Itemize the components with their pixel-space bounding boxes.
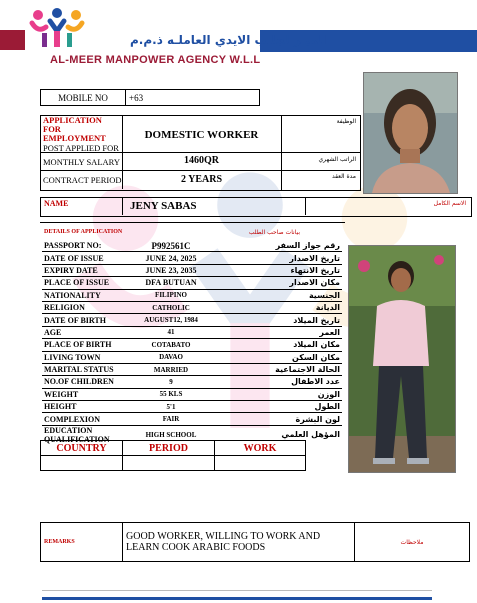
mobile-value: +63	[126, 90, 260, 106]
period-header: PERIOD	[123, 441, 215, 456]
detail-row: EXPIRY DATE JUNE 23, 2035 تاريخ الانتهاء	[44, 265, 340, 275]
agency-name-arabic: الميـر لجلـب الايدي العاملـه ذ.م.م	[130, 33, 327, 47]
post-arabic-label: الوظيفة	[336, 118, 356, 125]
agency-logo-icon	[28, 7, 86, 51]
header-accent-bar-left	[0, 30, 25, 50]
remarks-label: REMARKS	[41, 523, 123, 562]
experience-cell	[215, 456, 306, 471]
detail-row: LIVING TOWN DAVAO مكان السكن	[44, 352, 340, 362]
name-value: JENY SABAS	[130, 200, 197, 212]
detail-row: NO.OF CHILDREN 9 عدد الاطفال	[44, 377, 340, 387]
detail-row: DATE OF BIRTH AUGUST12, 1984 تاريخ الميلاد	[44, 315, 340, 325]
detail-row: RELIGION CATHOLIC الديانة	[44, 303, 340, 313]
detail-row: HEIGHT 5'1 الطول	[44, 402, 340, 412]
name-arabic-label: الاسم الكامل	[433, 200, 466, 207]
work-header: WORK	[215, 441, 306, 456]
footer-divider-thin	[42, 590, 432, 591]
salary-arabic-label: الراتب الشهري	[318, 156, 356, 163]
experience-table	[40, 440, 306, 471]
contract-arabic-label: مدة العقد	[332, 173, 356, 180]
remarks-arabic-label: ملاحظات	[355, 523, 470, 562]
details-of-application-label: DETAILS OF APPLICATION	[44, 229, 123, 235]
monthly-salary-value: 1460QR	[184, 155, 219, 166]
applicant-portrait-photo	[363, 72, 458, 194]
detail-row: MARITAL STATUS MARRIED الحالة الاجتماعية	[44, 365, 340, 375]
footer-divider	[42, 597, 432, 600]
contract-period-value: 2 YEARS	[180, 174, 223, 185]
details-table	[42, 240, 342, 444]
details-arabic-label: بيانات صاحب الطلب	[248, 229, 300, 236]
name-label: NAME	[44, 199, 69, 208]
monthly-salary-label: MONTHLY SALARY	[43, 157, 120, 167]
detail-row: DATE OF ISSUE JUNE 24, 2025 تاريخ الاصدار	[44, 253, 340, 263]
mobile-table	[40, 89, 260, 106]
detail-row: PLACE OF ISSUE DFA BUTUAN مكان الاصدار	[44, 278, 340, 288]
remarks-table	[40, 522, 470, 562]
applicant-full-body-photo	[348, 245, 456, 473]
detail-row: PASSPORT NO: P992561C رقم جواز السفر	[44, 240, 340, 251]
post-applied-value: DOMESTIC WORKER	[144, 129, 259, 141]
experience-cell	[123, 456, 215, 471]
experience-cell	[41, 456, 123, 471]
remarks-value: GOOD WORKER, WILLING TO WORK AND LEARN COOK ARABIC FOODS	[123, 523, 355, 562]
detail-row: PLACE OF BIRTH COTABATO مكان الميلاد	[44, 340, 340, 350]
application-for-employment-label: APPLICATION FOR EMPLOYMENT	[43, 115, 106, 143]
detail-row: WEIGHT 55 KLS الوزن	[44, 389, 340, 399]
detail-row: AGE 41 العمر	[44, 327, 340, 337]
post-applied-label: POST APPLIED FOR	[43, 143, 119, 153]
detail-row: EDUCATION QUALIFICATION HIGH SCHOOL المؤهل العلمي	[44, 425, 340, 444]
country-header: COUNTRY	[41, 441, 123, 456]
agency-name-english: AL-MEER MANPOWER AGENCY W.L.L	[50, 54, 261, 66]
detail-row: NATIONALITY FILIPINO الجنسية	[44, 290, 340, 300]
contract-period-label: CONTRACT PERIOD	[43, 175, 122, 185]
detail-row: COMPLEXION FAIR لون البشرة	[44, 414, 340, 424]
mobile-label: MOBILE NO	[41, 90, 126, 106]
